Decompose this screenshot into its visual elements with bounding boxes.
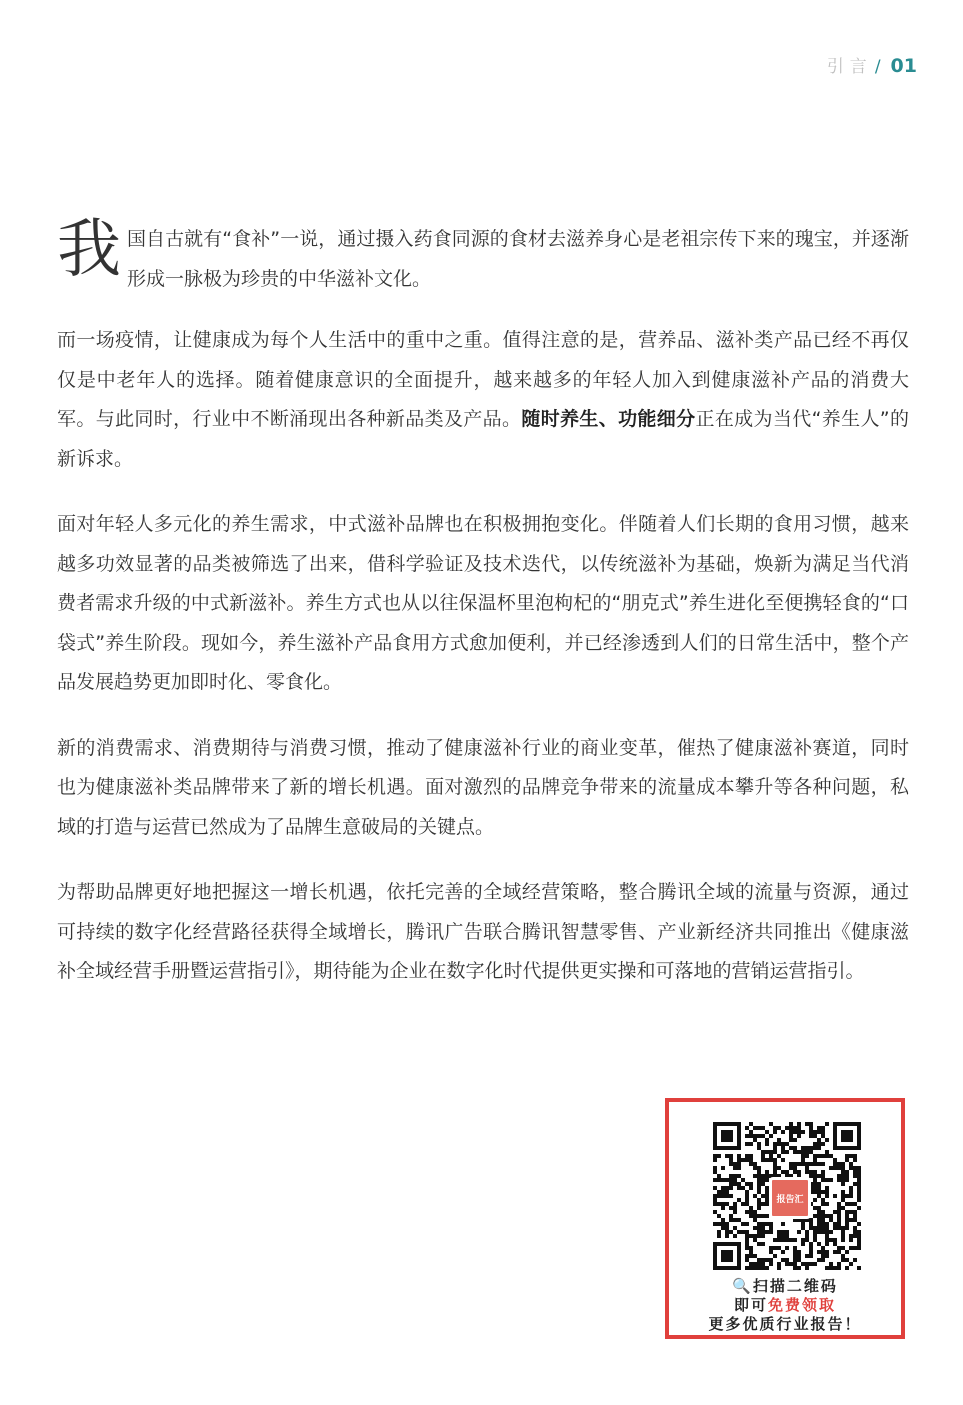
paragraph-1-text: 国自古就有“食补”一说，通过摄入药食同源的食材去滋养身心是老祖宗传下来的瑰宝，并逐渐形成一脉极为珍贵的中华滋补文化。 (127, 228, 909, 290)
page-header (827, 52, 917, 77)
qr-free-prefix: 即可 (733, 1296, 768, 1314)
section-title: 引言 (826, 57, 873, 77)
paragraph-2-text: 而一场疫情，让健康成为每个人生活中的重中之重。值得注意的是，营养品、滋补类产品已经不再仅仅是中老年人的选择。随着健康意识的全面提升，越来越多的年轻人加入到健康滋补产品的消费大军。与此同时，行业中不断涌现出各种新品类及产品。 (57, 329, 909, 430)
header-slash: / (874, 57, 881, 77)
qr-free-highlight: 免费领取 (768, 1296, 837, 1314)
intro-paragraph-2 (57, 321, 909, 479)
qr-scan-label: 🔍扫描二维码 (732, 1277, 838, 1295)
qr-more-reports-label: 更多优质行业报告！ (708, 1315, 862, 1333)
paragraph-2-text-end: 正在成为当代“养生人”的新诉求。 (57, 408, 909, 470)
qr-free-label (669, 1294, 901, 1315)
page-number: 01 (890, 55, 917, 77)
intro-paragraph-1 (57, 196, 909, 295)
dropcap: 我 (57, 213, 121, 287)
intro-paragraph-3: 面对年轻人多元化的养生需求，中式滋补品牌也在积极拥抱变化。伴随着人们长期的食用习惯，越来越多功效显著的品类被筛选了出来，借科学验证及技术迭代，以传统滋补为基础，焕新为满足当代消费者需求升级的中式新滋补。养生方式也从以往保温杯里泡枸杞的“朋克式”养生进化至便携轻食的“口袋式”养生阶段。现如今，养生滋补产品食用方式愈加便利，并已经渗透到人们的日常生活中，整个产品发展趋势更加即时化、零食化。 (57, 513, 909, 693)
paragraph-2-highlight: 随时养生、功能细分 (521, 408, 696, 430)
qr-logo-badge: 报告汇 (769, 1177, 811, 1219)
intro-paragraph-5: 为帮助品牌更好地把握这一增长机遇，依托完善的全域经营策略，整合腾讯全域的流量与资源，通过可持续的数字化经营路径获得全域增长，腾讯广告联合腾讯智慧零售、产业新经济共同推出《健康滋补全域经营手册暨运营指引》，期待能为企业在数字化时代提供更实操和可落地的营销运营指引。 (57, 881, 909, 982)
intro-paragraph-4: 新的消费需求、消费期待与消费习惯，推动了健康滋补行业的商业变革，催热了健康滋补赛道，同时也为健康滋补类品牌带来了新的增长机遇。面对激烈的品牌竞争带来的流量成本攀升等各种问题，私域的打造与运营已然成为了品牌生意破局的关键点。 (57, 736, 909, 838)
intro-content (57, 196, 909, 1018)
qr-promo-box[interactable] (665, 1098, 905, 1339)
